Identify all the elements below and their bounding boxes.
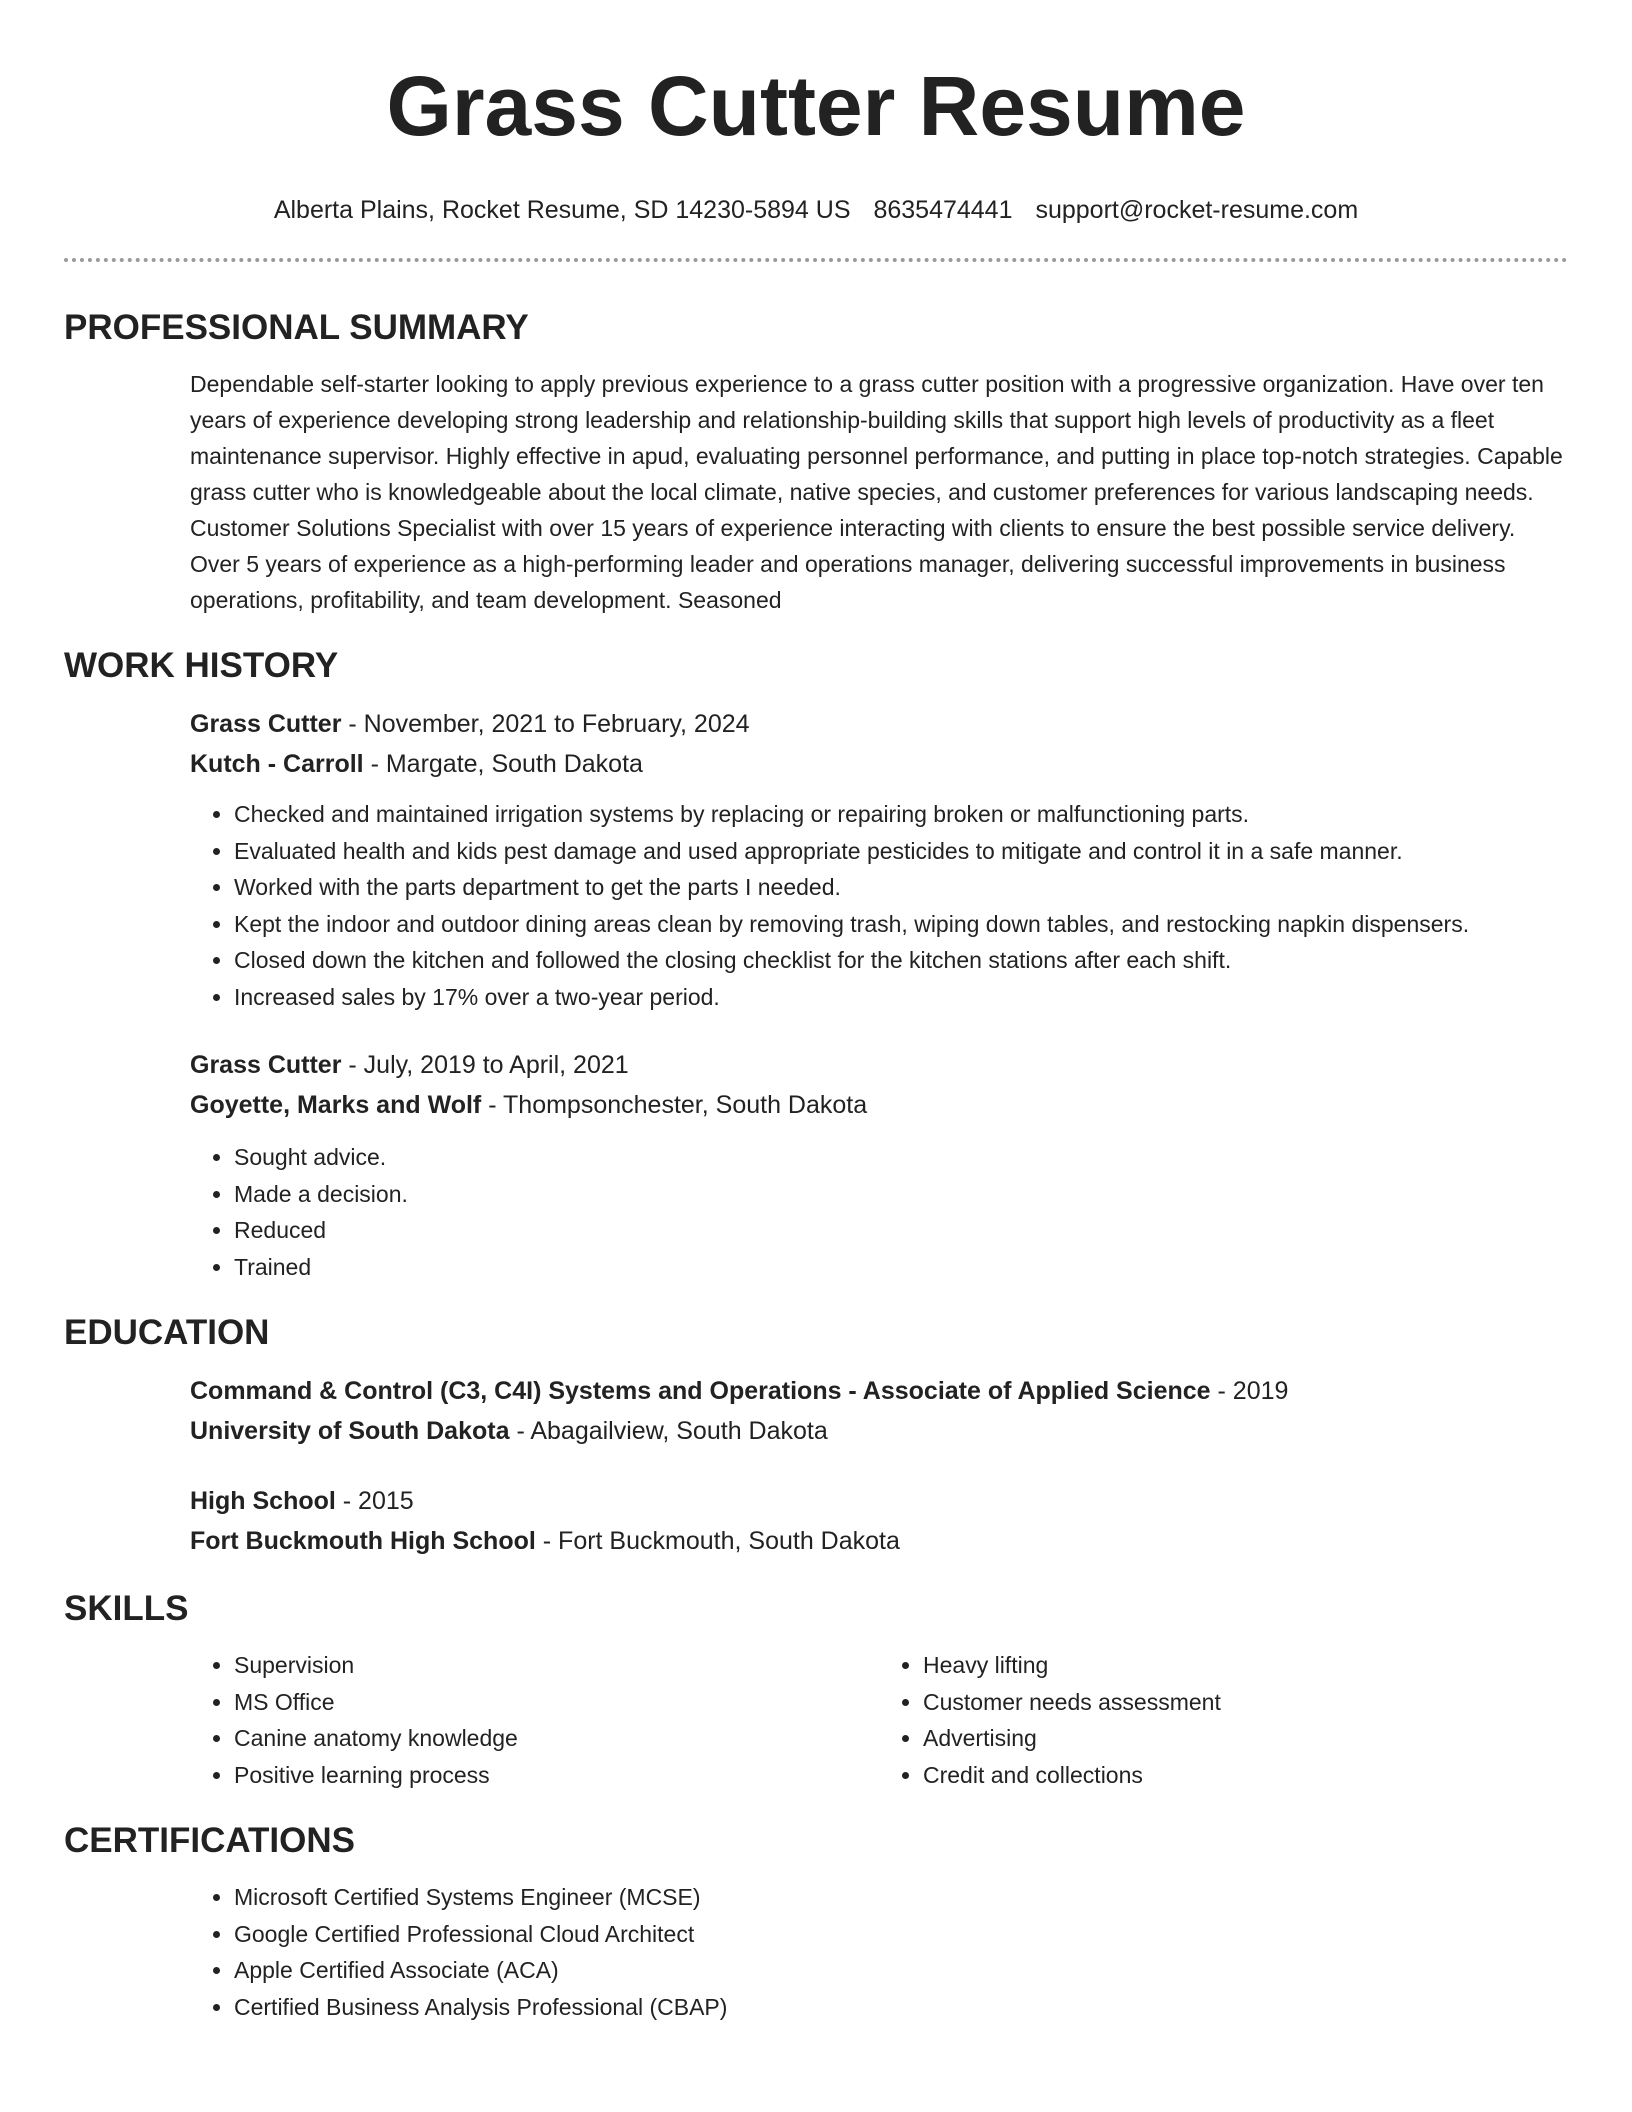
resume-title: Grass Cutter Resume [386,59,1246,153]
contact-line [64,192,1568,228]
list-item: • Microsoft Certified Systems Engineer (MCSE) [234,1879,1568,1916]
degree-line [190,1371,1568,1411]
list-item: • Apple Certified Associate (ACA) [234,1952,1568,1989]
job-company-line [190,744,1568,784]
skills-list-left [190,1647,879,1793]
skills-grid [190,1647,1568,1793]
certifications-heading: CERTIFICATIONS [64,1821,356,1860]
contact-email: support@rocket-resume.com [1035,196,1359,224]
school-location: - Abagailview, South Dakota [509,1417,828,1445]
header-divider [64,258,1568,262]
job-dates: - July, 2019 to April, 2021 [341,1051,629,1079]
job-title: Grass Cutter [190,710,342,738]
summary-text: Dependable self-starter looking to apply previous experience to a grass cutter position with a progressive organization. Have over ten years of experience developing strong leadership and relationship-building skills that support high levels of productivity as a fleet maintenance supervisor. Highly effective in apud, evaluating personnel performance, and putting in place top-notch strategies. Capable grass cutter who is knowledgeable about the local climate, native species, and customer preferences for various landscaping needs. Customer Solutions Specialist with over 15 years of experience interacting with clients to ensure the best possible service delivery. Over 5 years of experience as a high-performing leader and operations manager, delivering successful improvements in business operations, profitability, and team development. Seasoned [190,371,1563,613]
job-entry [190,1045,1568,1285]
list-item: • Closed down the kitchen and followed the closing checklist for the kitchen stations after each shift. [234,942,1568,979]
job-location: - Thompsonchester, South Dakota [481,1091,868,1119]
degree-year: - 2019 [1210,1377,1289,1405]
contact-address: Alberta Plains, Rocket Resume, SD 14230-5894 US [273,196,851,224]
list-item: • Increased sales by 17% over a two-year period. [234,979,1568,1016]
degree-year: - 2015 [335,1487,414,1515]
school: Fort Buckmouth High School [190,1527,536,1555]
job-title-line [190,1045,1568,1085]
job-company: Kutch - Carroll [190,750,364,778]
school-line [190,1411,1568,1451]
school-location: - Fort Buckmouth, South Dakota [535,1527,900,1555]
list-item: • Evaluated health and kids pest damage and used appropriate pesticides to mitigate and control it in a safe manner. [234,833,1568,870]
list-item: • Certified Business Analysis Professional (CBAP) [234,1989,1568,2026]
certifications-section [64,1879,1568,2025]
job-duties-list [190,796,1568,1015]
list-item: • Reduced [234,1212,1568,1249]
job-title-line [190,704,1568,744]
degree: High School [190,1487,336,1515]
school: University of South Dakota [190,1417,510,1445]
list-item: • Customer needs assessment [923,1684,1568,1721]
job-company-line [190,1085,1568,1125]
contact-phone: 8635474441 [873,196,1013,224]
work-history-heading: WORK HISTORY [64,646,339,685]
list-item: • Google Certified Professional Cloud Architect [234,1916,1568,1953]
job-duties-list [190,1139,1568,1285]
education-entry [190,1481,1568,1561]
list-item: • Worked with the parts department to get the parts I needed. [234,869,1568,906]
list-item: • Canine anatomy knowledge [234,1720,879,1757]
job-location: - Margate, South Dakota [363,750,643,778]
summary-heading: PROFESSIONAL SUMMARY [64,308,529,347]
list-item: • MS Office [234,1684,879,1721]
education-entry [190,1371,1568,1451]
list-item: • Made a decision. [234,1176,1568,1213]
list-item: • Supervision [234,1647,879,1684]
skills-list-right [879,1647,1568,1793]
education-section [64,1371,1568,1561]
job-entry [190,704,1568,1015]
list-item: • Credit and collections [923,1757,1568,1794]
list-item: • Advertising [923,1720,1568,1757]
job-title: Grass Cutter [190,1051,342,1079]
degree: Command & Control (C3, C4I) Systems and Operations - Associate of Applied Science [190,1377,1211,1405]
education-heading: EDUCATION [64,1313,270,1352]
list-item: • Checked and maintained irrigation systems by replacing or repairing broken or malfunctioning parts. [234,796,1568,833]
degree-line [190,1481,1568,1521]
skills-heading: SKILLS [64,1589,189,1628]
list-item: • Kept the indoor and outdoor dining areas clean by removing trash, wiping down tables, and restocking napkin dispensers. [234,906,1568,943]
work-history-section [64,704,1568,1285]
list-item: • Positive learning process [234,1757,879,1794]
summary-section [64,366,1568,618]
job-dates: - November, 2021 to February, 2024 [341,710,750,738]
list-item: • Sought advice. [234,1139,1568,1176]
school-line [190,1521,1568,1561]
certifications-list [190,1879,1568,2025]
list-item: • Heavy lifting [923,1647,1568,1684]
job-company: Goyette, Marks and Wolf [190,1091,482,1119]
skills-section [64,1647,1568,1793]
list-item: • Trained [234,1249,1568,1286]
